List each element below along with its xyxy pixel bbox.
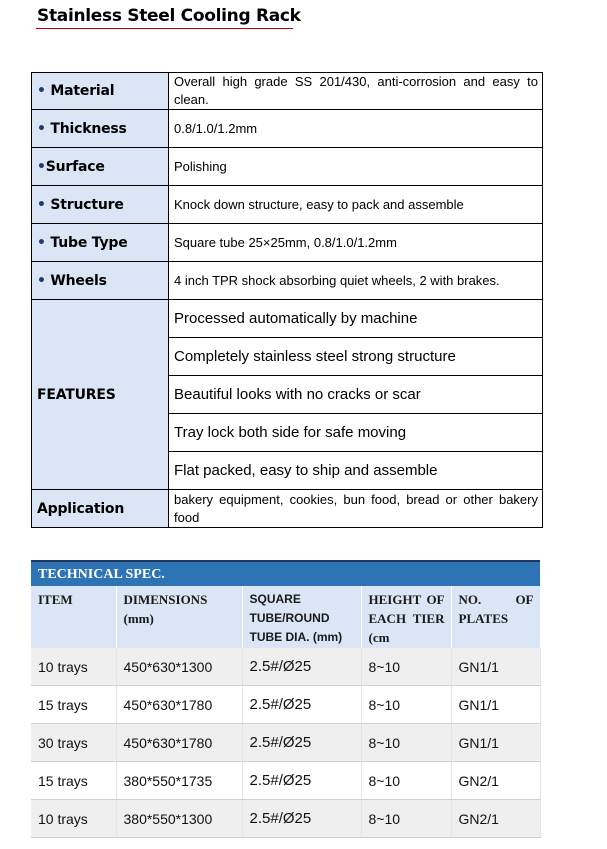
cell-height: 8~10 (361, 686, 451, 724)
application-value: bakery equipment, cookies, bun food, bread or other bakery food (169, 490, 543, 528)
cell-plates: GN1/1 (451, 724, 540, 762)
cell-tube: 2.5#/Ø25 (242, 762, 361, 800)
cell-item: 15 trays (31, 686, 116, 724)
cell-item: 10 trays (31, 648, 116, 686)
spec-label: • Material (32, 73, 169, 110)
cell-item: 30 trays (31, 724, 116, 762)
spec-row-material (32, 73, 543, 110)
application-row (32, 490, 543, 528)
title-underline (36, 28, 293, 29)
technical-spec-table (31, 560, 540, 838)
bullet-icon: • (37, 272, 46, 289)
column-header: HEIGHT OF EACH TIER (cm (361, 586, 451, 648)
spec-row-thickness (32, 110, 543, 148)
table-row (31, 800, 540, 838)
spec-label: • Thickness (32, 110, 169, 148)
page-title: Stainless Steel Cooling Rack (37, 6, 301, 26)
table-row (31, 686, 540, 724)
cell-dimensions: 450*630*1300 (116, 648, 242, 686)
spec-value: 0.8/1.0/1.2mm (169, 110, 543, 148)
cell-height: 8~10 (361, 648, 451, 686)
cell-plates: GN2/1 (451, 800, 540, 838)
spec-row-surface (32, 148, 543, 186)
feature-item: Processed automatically by machine (169, 300, 543, 338)
bullet-icon: • (37, 158, 46, 175)
cell-height: 8~10 (361, 724, 451, 762)
cell-tube: 2.5#/Ø25 (242, 800, 361, 838)
feature-item: Tray lock both side for safe moving (169, 414, 543, 452)
column-header: SQUARE TUBE/ROUND TUBE DIA. (mm) (242, 586, 361, 648)
column-header: ITEM (31, 586, 116, 648)
spec-value: Polishing (169, 148, 543, 186)
spec-row-tube-type (32, 224, 543, 262)
column-header: NO. OF PLATES (451, 586, 540, 648)
cell-tube: 2.5#/Ø25 (242, 648, 361, 686)
table-row (31, 762, 540, 800)
cell-dimensions: 450*630*1780 (116, 686, 242, 724)
application-label: Application (32, 490, 169, 528)
spec-value: Overall high grade SS 201/430, anti-corrosion and easy to clean. (169, 73, 543, 110)
technical-spec-heading: TECHNICAL SPEC. (31, 560, 540, 586)
spec-label: • Tube Type (32, 224, 169, 262)
cell-plates: GN2/1 (451, 762, 540, 800)
column-header: DIMENSIONS (mm) (116, 586, 242, 648)
table-header-row (31, 586, 540, 648)
cell-item: 10 trays (31, 800, 116, 838)
table-row (31, 724, 540, 762)
cell-plates: GN1/1 (451, 686, 540, 724)
spec-value: Knock down structure, easy to pack and assemble (169, 186, 543, 224)
cell-height: 8~10 (361, 762, 451, 800)
feature-item: Flat packed, easy to ship and assemble (169, 452, 543, 490)
spec-label: •Surface (32, 148, 169, 186)
feature-item: Beautiful looks with no cracks or scar (169, 376, 543, 414)
spec-row-structure (32, 186, 543, 224)
technical-spec-grid (31, 586, 541, 838)
feature-row (32, 300, 543, 338)
bullet-icon: • (37, 196, 46, 213)
cell-tube: 2.5#/Ø25 (242, 686, 361, 724)
table-row (31, 648, 540, 686)
spec-value: Square tube 25×25mm, 0.8/1.0/1.2mm (169, 224, 543, 262)
spec-label: • Wheels (32, 262, 169, 300)
bullet-icon: • (37, 83, 46, 99)
cell-dimensions: 380*550*1300 (116, 800, 242, 838)
spec-value: 4 inch TPR shock absorbing quiet wheels, 2 with brakes. (169, 262, 543, 300)
cell-dimensions: 380*550*1735 (116, 762, 242, 800)
cell-dimensions: 450*630*1780 (116, 724, 242, 762)
bullet-icon: • (37, 234, 46, 251)
spec-table (31, 72, 543, 528)
spec-row-wheels (32, 262, 543, 300)
cell-plates: GN1/1 (451, 648, 540, 686)
spec-label: • Structure (32, 186, 169, 224)
bullet-icon: • (37, 120, 46, 137)
cell-item: 15 trays (31, 762, 116, 800)
feature-item: Completely stainless steel strong structure (169, 338, 543, 376)
cell-tube: 2.5#/Ø25 (242, 724, 361, 762)
cell-height: 8~10 (361, 800, 451, 838)
features-label: FEATURES (32, 300, 169, 490)
